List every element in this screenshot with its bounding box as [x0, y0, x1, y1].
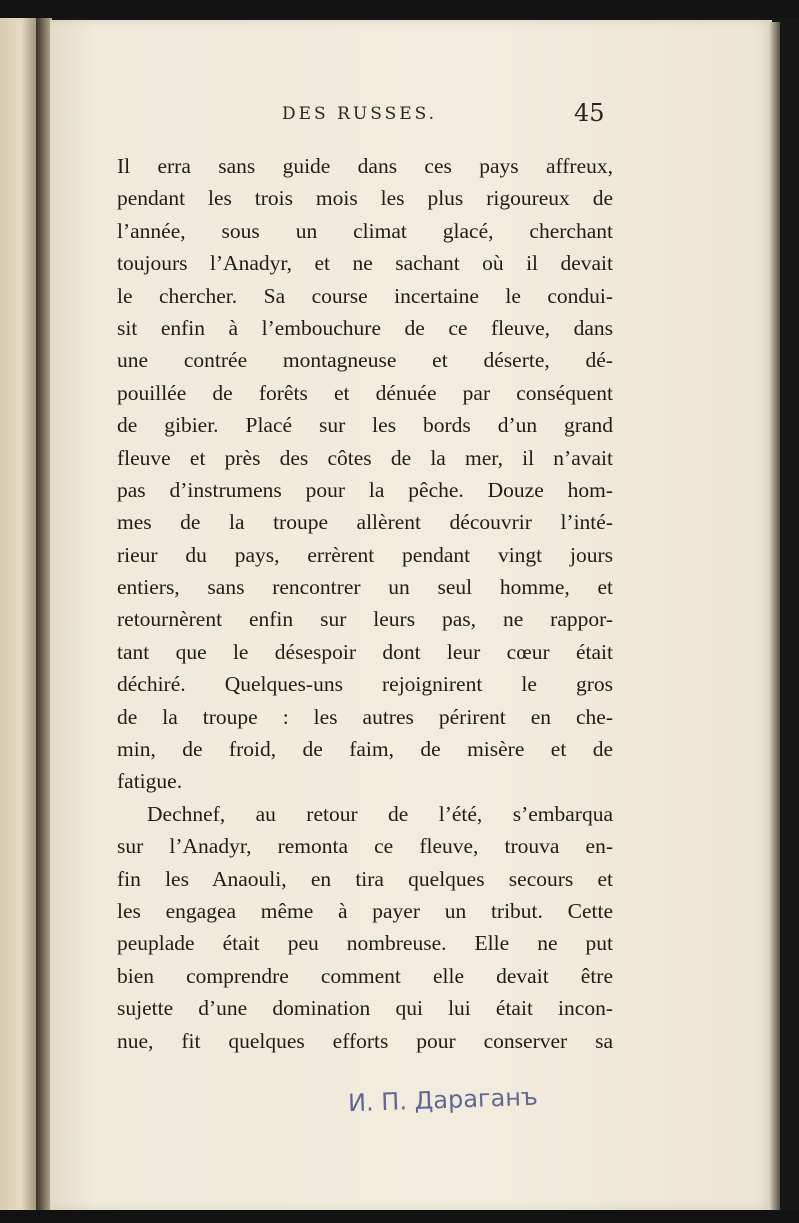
text-line: de la troupe : les autres périrent en che- [117, 704, 613, 729]
text-line: déchiré. Quelques-uns rejoignirent le gros [117, 672, 613, 697]
page-number: 45 [574, 99, 605, 127]
text-line: pouillée de forêts et dénuée par conséquent [117, 380, 613, 405]
text-line: fatigue. [117, 769, 183, 794]
text-line: Il erra sans guide dans ces pays affreux, [117, 154, 613, 178]
text-line: de gibier. Placé sur les bords d’un grand [117, 413, 613, 438]
scan-border-bottom [0, 1210, 799, 1223]
text-line: min, de froid, de faim, de misère et de [117, 737, 613, 762]
text-line: entiers, sans rencontrer un seul homme, et [117, 575, 613, 600]
text-line: Dechnef, au retour de l’été, s’embarqua [147, 801, 613, 826]
text-line: fin les Anaouli, en tira quelques secours et [117, 866, 613, 891]
text-line: tant que le désespoir dont leur cœur était [117, 639, 613, 664]
text-line: rieur du pays, errèrent pendant vingt jours [117, 542, 613, 567]
running-head: DES RUSSES. [282, 104, 438, 124]
text-line: toujours l’Anadyr, et ne sachant où il devait [117, 251, 613, 276]
text-line: sur l’Anadyr, remonta ce fleuve, trouva en- [117, 834, 613, 859]
text-line: nue, fit quelques efforts pour conserver sa [117, 1028, 613, 1053]
owner-stamp: И. П. Дараганъ [347, 1082, 539, 1118]
scan-border-top [0, 0, 799, 18]
text-line: pendant les trois mois les plus rigoureux de [117, 186, 613, 211]
text-line: l’année, sous un climat glacé, cherchant [117, 218, 613, 243]
left-page-edge [0, 18, 38, 1210]
text-line: une contrée montagneuse et déserte, dé- [117, 348, 613, 373]
text-line: mes de la troupe allèrent découvrir l’inté- [117, 510, 613, 535]
text-line: retournèrent enfin sur leurs pas, ne rappor- [117, 607, 613, 632]
text-line: sujette d’une domination qui lui était incon- [117, 996, 613, 1021]
text-line: les engagea même à payer un tribut. Cette [117, 898, 613, 923]
text-line: sit enfin à l’embouchure de ce fleuve, dans [117, 315, 613, 340]
text-line: bien comprendre comment elle devait être [117, 963, 613, 988]
text-line: le chercher. Sa course incertaine le condui- [117, 283, 613, 308]
text-line: fleuve et près des côtes de la mer, il n’avait [117, 445, 613, 470]
text-line: peuplade était peu nombreuse. Elle ne put [117, 931, 613, 956]
body-text [117, 150, 613, 1057]
text-line: pas d’instrumens pour la pêche. Douze hom- [117, 477, 613, 502]
page-right-edge [770, 22, 780, 1210]
